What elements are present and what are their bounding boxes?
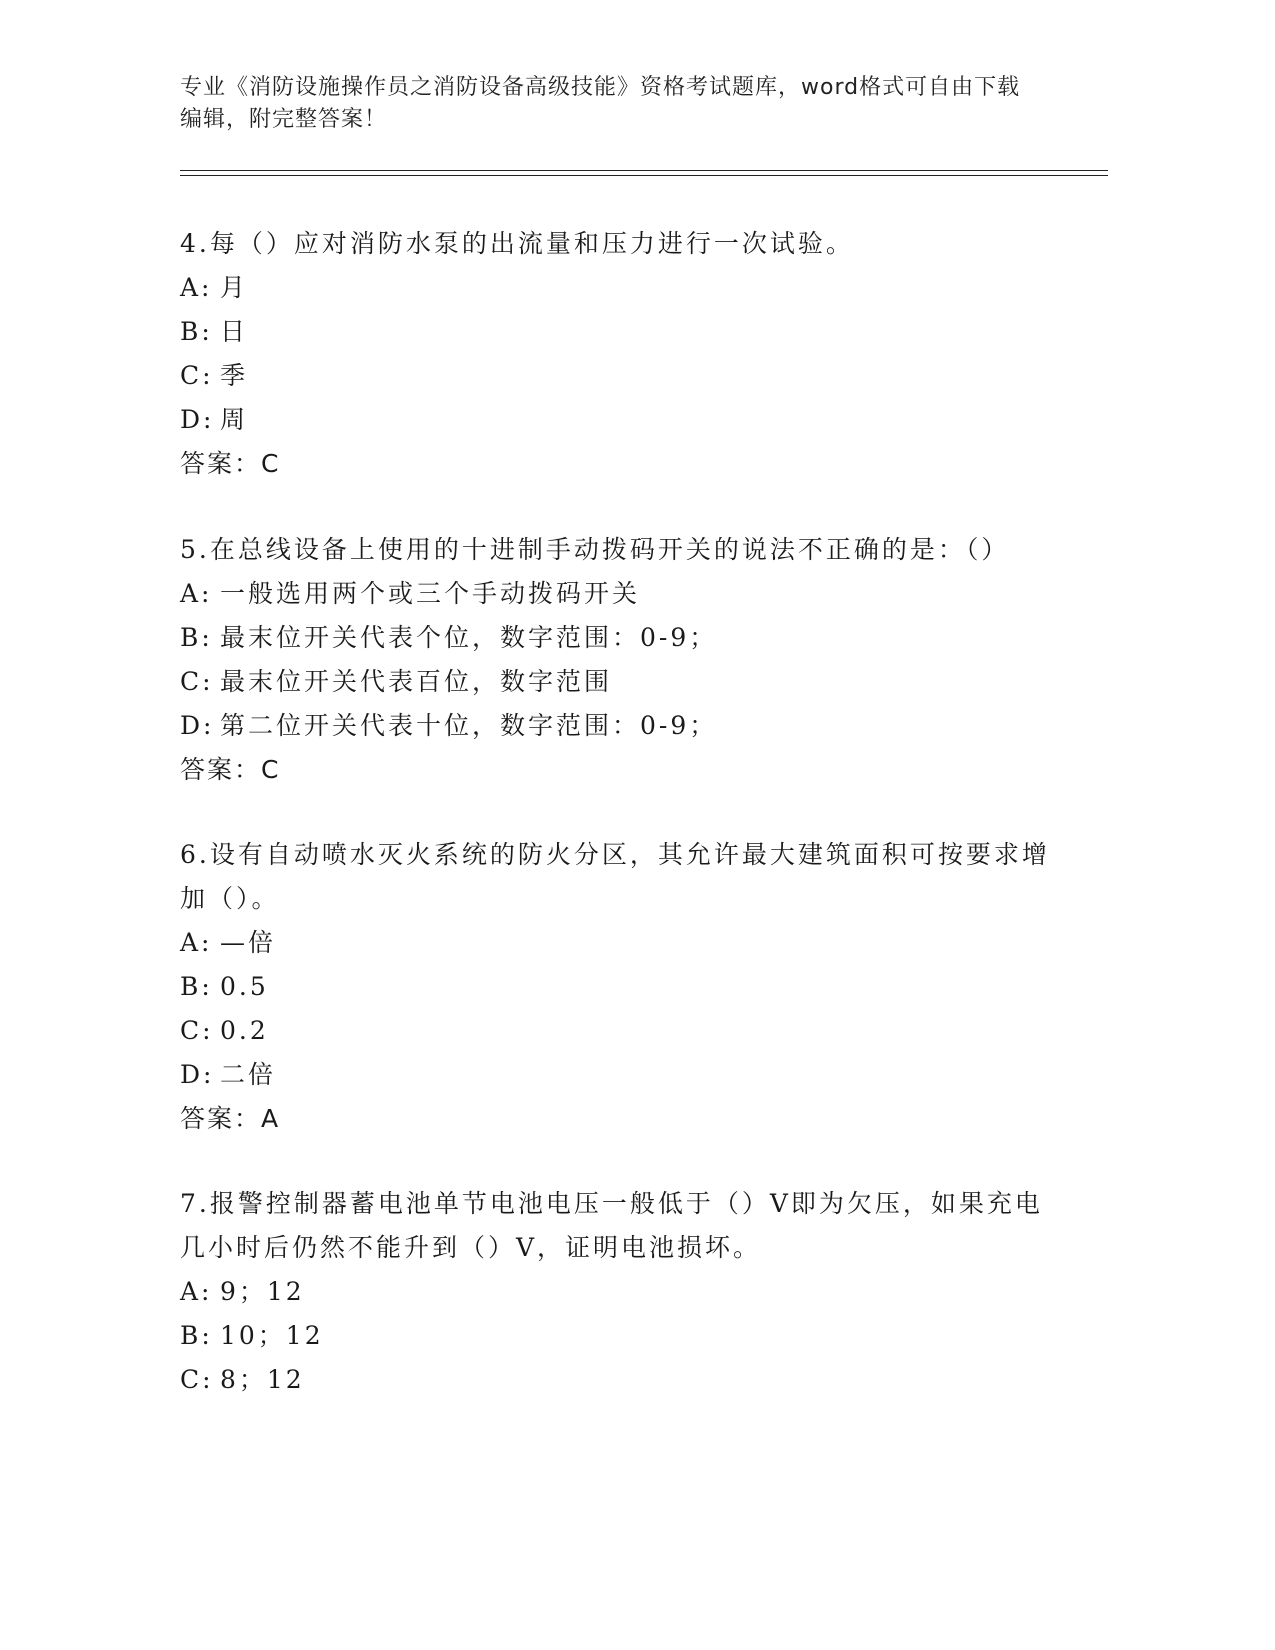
option-c [180,1009,1060,1053]
option-text: 0.2 [220,1016,269,1045]
option-b [180,616,1060,660]
option-a [180,266,1060,310]
option-key: D: [180,405,215,434]
option-key: D: [180,711,215,740]
option-key: A: [180,273,213,302]
option-key: B: [180,972,213,1001]
question-6 [180,833,1060,1141]
option-c [180,354,1060,398]
option-key: A: [180,1277,213,1306]
option-b [180,965,1060,1009]
option-text: 10；12 [220,1321,324,1350]
option-text: 月 [220,273,249,302]
header-divider-top [180,170,1108,171]
option-text: —倍 [220,928,277,957]
option-text: 9；12 [220,1277,305,1306]
option-b [180,310,1060,354]
option-text: 季 [220,361,249,390]
option-b [180,1314,1060,1358]
question-4 [180,222,1060,486]
answer-line: 答案：C [180,755,281,784]
question-stem: 5.在总线设备上使用的十进制手动拨码开关的说法不正确的是：（） [180,535,1010,564]
option-c [180,660,1060,704]
question-stem: 4.每（）应对消防水泵的出流量和压力进行一次试验。 [180,229,854,258]
option-text: 0.5 [220,972,269,1001]
option-key: C: [180,1365,214,1394]
option-key: C: [180,667,214,696]
option-a [180,921,1060,965]
document-header: 专业《消防设施操作员之消防设备高级技能》资格考试题库，word格式可自由下载编辑，附完整答案！ [180,75,1021,132]
option-text: 最末位开关代表个位，数字范围：0-9； [220,623,718,652]
option-a [180,572,1060,616]
option-key: B: [180,623,213,652]
option-key: D: [180,1060,215,1089]
option-key: A: [180,579,213,608]
option-d [180,704,1060,748]
question-stem: 7.报警控制器蓄电池单节电池电压一般低于（）V即为欠压，如果充电几小时后仍然不能升到（）V，证明电池损坏。 [180,1189,1043,1262]
answer-line: 答案：C [180,449,281,478]
option-key: C: [180,1016,214,1045]
option-text: 一般选用两个或三个手动拨码开关 [220,579,641,608]
option-key: A: [180,928,213,957]
option-a [180,1270,1060,1314]
option-key: B: [180,317,213,346]
option-text: 8；12 [220,1365,305,1394]
option-text: 日 [220,317,249,346]
option-text: 二倍 [220,1060,277,1089]
question-5 [180,528,1060,792]
question-stem: 6.设有自动喷水灭火系统的防火分区，其允许最大建筑面积可按要求增加（）。 [180,840,1050,913]
option-d [180,398,1060,442]
option-key: C: [180,361,214,390]
option-c [180,1358,1060,1402]
option-text: 最末位开关代表百位，数字范围 [220,667,613,696]
option-text: 第二位开关代表十位，数字范围：0-9； [220,711,718,740]
header-divider-bottom [180,175,1108,176]
option-text: 周 [220,405,249,434]
question-7 [180,1182,1060,1402]
answer-line: 答案：A [180,1104,281,1133]
option-key: B: [180,1321,213,1350]
option-d [180,1053,1060,1097]
